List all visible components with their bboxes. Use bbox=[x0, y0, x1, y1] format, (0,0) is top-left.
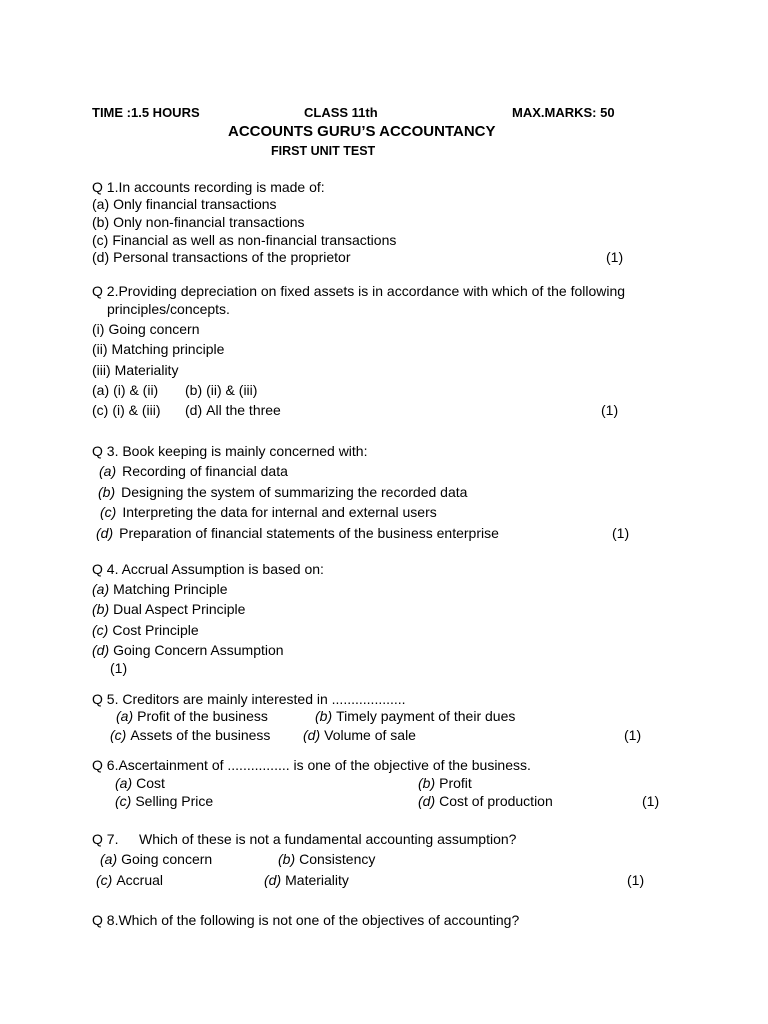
question-2-option-c bbox=[92, 401, 161, 419]
question-3-option-b bbox=[98, 483, 467, 501]
question-3-option-c bbox=[100, 503, 437, 521]
option-text: All the three bbox=[206, 402, 281, 418]
option-marker: (d) bbox=[264, 872, 282, 888]
option-marker: (c) bbox=[100, 504, 117, 520]
question-1-option-d bbox=[92, 248, 350, 266]
option-marker: (c) bbox=[92, 232, 109, 248]
option-text: Preparation of financial statements of the business enterprise bbox=[119, 525, 499, 541]
question-2-marks: (1) bbox=[601, 402, 619, 418]
option-text: Going Concern Assumption bbox=[113, 642, 284, 658]
question-6-option-c bbox=[115, 792, 213, 810]
option-marker: (b) bbox=[315, 708, 333, 724]
question-4-option-c bbox=[92, 621, 199, 639]
question-8-text: Q 8.Which of the following is not one of the objectives of accounting? bbox=[92, 912, 520, 928]
option-marker: (d) bbox=[92, 642, 110, 658]
option-marker: (a) bbox=[92, 196, 110, 212]
option-marker: (a) bbox=[115, 775, 133, 791]
option-text: Matching Principle bbox=[113, 581, 228, 597]
option-text: Profit bbox=[439, 775, 472, 791]
question-6-option-b bbox=[418, 774, 472, 792]
question-6-option-a bbox=[115, 774, 165, 792]
statement-text: Going concern bbox=[108, 321, 200, 337]
option-text: Dual Aspect Principle bbox=[113, 601, 246, 617]
class-label: CLASS 11th bbox=[304, 105, 378, 120]
question-7-marks: (1) bbox=[627, 872, 645, 888]
question-4-marks: (1) bbox=[110, 660, 128, 676]
option-text: (i) & (ii) bbox=[113, 382, 159, 398]
option-marker: (b) bbox=[185, 382, 203, 398]
question-2-text-line-2: principles/concepts. bbox=[107, 301, 230, 317]
question-7-number: Q 7. bbox=[92, 831, 119, 847]
question-2-text-line-1: Q 2.Providing depreciation on fixed assets is in accordance with which of the following bbox=[92, 283, 626, 299]
question-6-option-d bbox=[418, 792, 553, 810]
question-7-option-c bbox=[96, 871, 163, 889]
option-marker: (c) bbox=[110, 727, 127, 743]
option-marker: (d) bbox=[418, 793, 436, 809]
question-5-option-d bbox=[303, 726, 416, 744]
question-7-option-d bbox=[264, 871, 349, 889]
option-marker: (c) bbox=[92, 622, 109, 638]
option-text: (ii) & (iii) bbox=[206, 382, 258, 398]
option-marker: (a) bbox=[92, 581, 110, 597]
option-marker: (b) bbox=[92, 601, 110, 617]
question-4-option-a bbox=[92, 580, 228, 598]
question-1-option-c bbox=[92, 231, 396, 249]
option-text: Selling Price bbox=[135, 793, 214, 809]
option-text: Interpreting the data for internal and external users bbox=[122, 504, 437, 520]
option-marker: (b) bbox=[92, 214, 110, 230]
question-6-text: Q 6.Ascertainment of ................ is one of the objective of the business. bbox=[92, 757, 531, 773]
option-marker: (b) bbox=[418, 775, 436, 791]
option-text: Timely payment of their dues bbox=[336, 708, 516, 724]
question-3-text: Q 3. Book keeping is mainly concerned with: bbox=[92, 443, 368, 459]
question-2-option-a bbox=[92, 381, 158, 399]
option-text: Accrual bbox=[116, 872, 164, 888]
option-text: Financial as well as non-financial transactions bbox=[112, 232, 397, 248]
question-2-statement-i bbox=[92, 320, 200, 338]
option-marker: (d) bbox=[185, 402, 203, 418]
option-marker: (d) bbox=[92, 249, 110, 265]
option-text: Materiality bbox=[285, 872, 349, 888]
question-3-marks: (1) bbox=[612, 525, 630, 541]
option-text: Designing the system of summarizing the recorded data bbox=[121, 484, 468, 500]
option-text: Only non-financial transactions bbox=[113, 214, 305, 230]
option-marker: (a) bbox=[100, 851, 118, 867]
question-1-option-a bbox=[92, 195, 277, 213]
option-text: Profit of the business bbox=[137, 708, 268, 724]
question-4-text: Q 4. Accrual Assumption is based on: bbox=[92, 561, 324, 577]
option-text: Personal transactions of the proprietor bbox=[113, 249, 351, 265]
statement-marker: (iii) bbox=[92, 362, 111, 378]
statement-marker: (i) bbox=[92, 321, 105, 337]
question-5-option-a bbox=[116, 707, 268, 725]
question-2-statement-iii bbox=[92, 361, 178, 379]
statement-text: Materiality bbox=[114, 362, 179, 378]
option-marker: (b) bbox=[278, 851, 296, 867]
page-subtitle: FIRST UNIT TEST bbox=[271, 144, 376, 158]
statement-text: Matching principle bbox=[111, 341, 225, 357]
question-2-option-b bbox=[185, 381, 257, 399]
question-5-text: Q 5. Creditors are mainly interested in ................... bbox=[92, 691, 406, 707]
question-7-option-b bbox=[278, 850, 375, 868]
question-2-option-d bbox=[185, 401, 281, 419]
option-text: Assets of the business bbox=[130, 727, 271, 743]
question-6-marks: (1) bbox=[642, 793, 660, 809]
option-text: Cost Principle bbox=[112, 622, 199, 638]
option-marker: (d) bbox=[96, 525, 114, 541]
option-marker: (a) bbox=[92, 382, 110, 398]
option-marker: (a) bbox=[116, 708, 134, 724]
question-5-option-c bbox=[110, 726, 270, 744]
option-text: Consistency bbox=[299, 851, 376, 867]
option-text: (i) & (iii) bbox=[112, 402, 161, 418]
question-7-option-a bbox=[100, 850, 212, 868]
question-3-option-a bbox=[99, 462, 288, 480]
option-marker: (a) bbox=[99, 463, 117, 479]
option-text: Only financial transactions bbox=[113, 196, 277, 212]
question-1-marks: (1) bbox=[606, 249, 624, 265]
question-4-option-b bbox=[92, 600, 245, 618]
option-text: Cost of production bbox=[439, 793, 553, 809]
time-label: TIME :1.5 HOURS bbox=[92, 105, 200, 120]
question-3-option-d bbox=[96, 524, 499, 542]
option-text: Cost bbox=[136, 775, 165, 791]
option-marker: (b) bbox=[98, 484, 116, 500]
option-marker: (c) bbox=[92, 402, 109, 418]
question-2-statement-ii bbox=[92, 340, 224, 358]
question-5-option-b bbox=[315, 707, 515, 725]
question-5-marks: (1) bbox=[624, 727, 642, 743]
question-4-option-d bbox=[92, 641, 284, 659]
option-marker: (c) bbox=[96, 872, 113, 888]
option-marker: (c) bbox=[115, 793, 132, 809]
option-marker: (d) bbox=[303, 727, 321, 743]
question-1-option-b bbox=[92, 213, 305, 231]
option-text: Volume of sale bbox=[324, 727, 416, 743]
option-text: Going concern bbox=[121, 851, 213, 867]
max-marks-label: MAX.MARKS: 50 bbox=[512, 105, 615, 120]
question-7-text: Which of these is not a fundamental accounting assumption? bbox=[139, 831, 517, 847]
statement-marker: (ii) bbox=[92, 341, 108, 357]
question-1-text: Q 1.In accounts recording is made of: bbox=[92, 179, 325, 195]
option-text: Recording of financial data bbox=[122, 463, 288, 479]
page-title: ACCOUNTS GURU’S ACCOUNTANCY bbox=[228, 123, 496, 140]
